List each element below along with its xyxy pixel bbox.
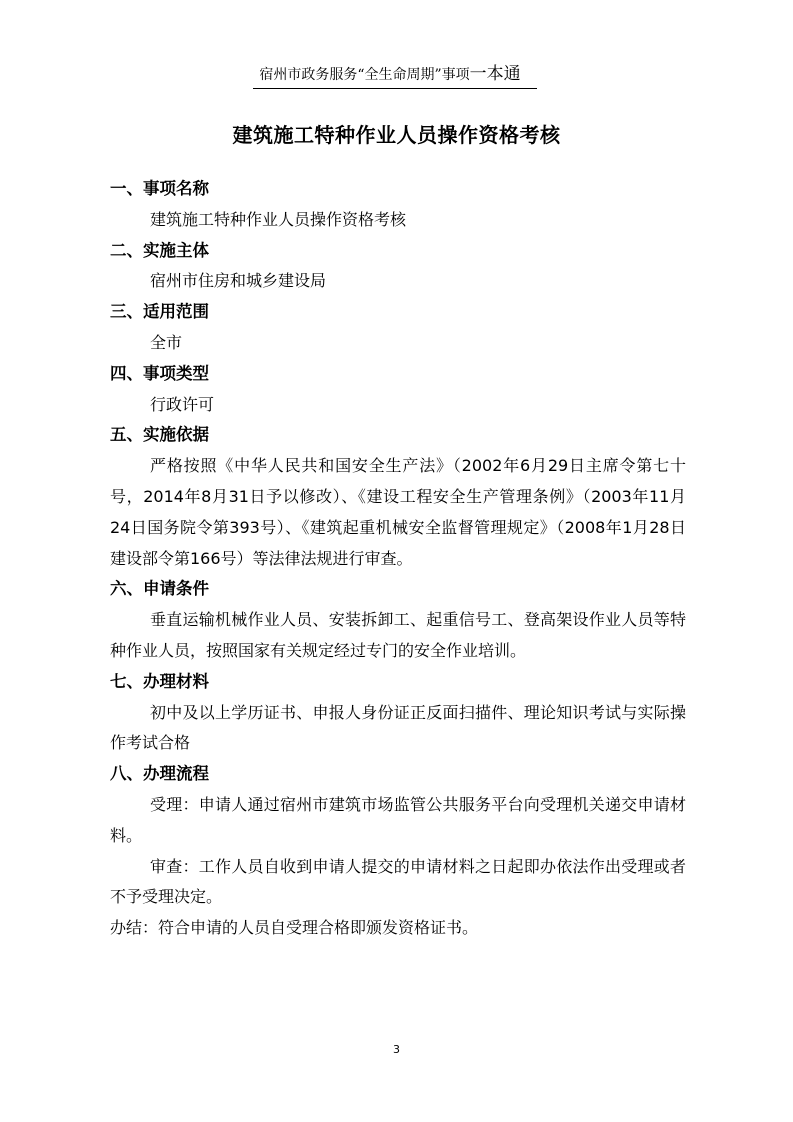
section-body-legal-basis: 严格按照《中华人民共和国安全生产法》（2002年6月29日主席令第七十号，2014年8月31日予以修改）、《建设工程安全生产管理条例》（2003年11月24日国务院令第393号）、《建筑起重机械安全监督管理规定》（2008年1月28日建设部令第166号）等法律法规进行审查。 <box>110 456 686 568</box>
section-heading-implementing-body: 二、实施主体 <box>110 240 209 260</box>
page-number: 3 <box>393 1043 400 1056</box>
section-body-item-type: 行政许可 <box>150 394 215 414</box>
document-body <box>110 174 686 944</box>
page-title: 建筑施工特种作业人员操作资格考核 <box>232 123 561 147</box>
section-heading-scope: 三、适用范围 <box>110 302 209 322</box>
header-emphasis: 一本通 <box>469 64 521 84</box>
section-body-item-name: 建筑施工特种作业人员操作资格考核 <box>150 209 407 229</box>
section-heading-item-type: 四、事项类型 <box>110 363 209 383</box>
header-text: 宿州市政务服务“全生命周期”事项 <box>259 67 470 83</box>
section-heading-legal-basis: 五、实施依据 <box>110 425 209 445</box>
section-body-scope: 全市 <box>150 332 183 352</box>
running-header <box>180 63 600 86</box>
header-underline <box>253 88 537 89</box>
process-step-accept: 受理：申请人通过宿州市建筑市场监管公共服务平台向受理机关递交申请材料。 <box>110 794 686 845</box>
process-step-conclude: 办结：符合申请的人员自受理合格即颁发资格证书。 <box>110 918 479 938</box>
process-step-review: 审查：工作人员自收到申请人提交的申请材料之日起即办依法作出受理或者不予受理决定。 <box>110 856 686 907</box>
section-body-materials: 初中及以上学历证书、申报人身份证正反面扫描件、理论知识考试与实际操作考试合格 <box>110 702 686 753</box>
section-heading-materials: 七、办理材料 <box>110 671 209 691</box>
section-body-conditions: 垂直运输机械作业人员、安装拆卸工、起重信号工、登高架设作业人员等特种作业人员，按照国家有关规定经过专门的安全作业培训。 <box>110 610 686 660</box>
section-heading-conditions: 六、申请条件 <box>110 579 209 599</box>
section-heading-item-name: 一、事项名称 <box>110 179 209 198</box>
section-heading-process: 八、办理流程 <box>110 764 209 784</box>
section-body-implementing-body: 宿州市住房和城乡建设局 <box>150 271 327 291</box>
